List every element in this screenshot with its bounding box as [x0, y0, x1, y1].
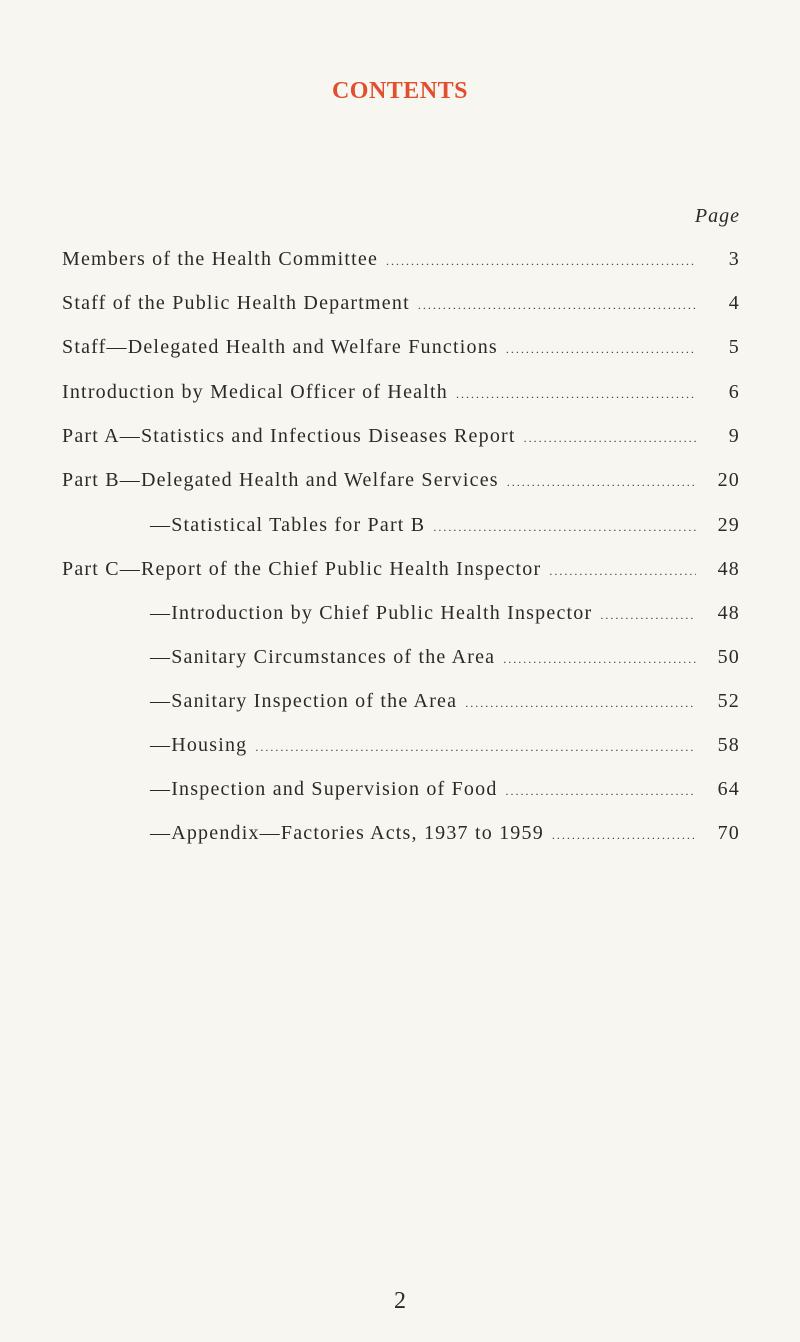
- toc-entry-page: 52: [717, 690, 740, 712]
- toc-subentry: [62, 602, 740, 632]
- toc-entry: [62, 248, 740, 278]
- dot-leader: [549, 564, 696, 579]
- dot-leader: [506, 784, 696, 799]
- toc-entry-page: 70: [717, 822, 740, 844]
- dot-leader: [524, 431, 696, 446]
- toc-subentry: [62, 822, 740, 852]
- toc-entry: [62, 425, 740, 455]
- toc-entry-label: —Inspection and Supervision of Food: [150, 778, 498, 800]
- toc-entry-page: 5: [728, 336, 740, 358]
- dot-leader: [433, 520, 696, 535]
- dot-leader: [255, 740, 696, 755]
- toc-entry: [62, 292, 740, 322]
- toc-entry-label: Introduction by Medical Officer of Health: [62, 381, 448, 403]
- toc-entry-label: —Sanitary Circumstances of the Area: [150, 646, 496, 668]
- toc-entry-page: 9: [728, 425, 740, 447]
- toc-entry-label: Members of the Health Committee: [62, 248, 379, 270]
- toc-entry: [62, 381, 740, 411]
- dot-leader: [600, 608, 696, 623]
- page-number: 2: [394, 1288, 406, 1314]
- toc-entry: [62, 336, 740, 366]
- dot-leader: [506, 342, 696, 357]
- toc-entry-label: —Housing: [150, 734, 248, 756]
- toc-subentry: [62, 778, 740, 808]
- toc-subentry: [62, 734, 740, 764]
- toc-entry-page: 29: [717, 514, 740, 536]
- toc-entry-page: 3: [728, 248, 740, 270]
- toc-entry-label: —Statistical Tables for Part B: [150, 514, 426, 536]
- dot-leader: [418, 298, 696, 313]
- dot-leader: [507, 475, 696, 490]
- dot-leader: [465, 696, 696, 711]
- dot-leader: [456, 387, 696, 402]
- dot-leader: [503, 652, 696, 667]
- dot-leader: [552, 828, 696, 843]
- page-column-heading: Page: [694, 205, 740, 227]
- toc-entry-page: 50: [717, 646, 740, 668]
- toc-entry: [62, 558, 740, 588]
- toc-entry-label: —Introduction by Chief Public Health Inspector: [150, 602, 593, 624]
- dot-leader: [386, 254, 696, 269]
- toc-entry-label: —Appendix—Factories Acts, 1937 to 1959: [150, 822, 544, 844]
- toc-subentry: [62, 514, 740, 544]
- toc-entry-page: 6: [728, 381, 740, 403]
- toc-entry-page: 4: [728, 292, 740, 314]
- toc-entry-label: Part A—Statistics and Infectious Diseases Report: [62, 425, 516, 447]
- toc-entry-label: Staff—Delegated Health and Welfare Functions: [62, 336, 498, 358]
- toc-entry-page: 20: [717, 469, 740, 491]
- toc-entry-page: 48: [717, 558, 740, 580]
- toc-entry: [62, 469, 740, 499]
- page-title: CONTENTS: [331, 78, 469, 104]
- toc-subentry: [62, 690, 740, 720]
- toc-entry-label: Staff of the Public Health Department: [62, 292, 410, 314]
- toc-entry-page: 64: [717, 778, 740, 800]
- toc-entry-page: 58: [717, 734, 740, 756]
- toc-subentry: [62, 646, 740, 676]
- toc-entry-label: —Sanitary Inspection of the Area: [150, 690, 458, 712]
- toc-entry-label: Part B—Delegated Health and Welfare Services: [62, 469, 499, 491]
- toc-entry-page: 48: [717, 602, 740, 624]
- toc-entry-label: Part C—Report of the Chief Public Health Inspector: [62, 558, 542, 580]
